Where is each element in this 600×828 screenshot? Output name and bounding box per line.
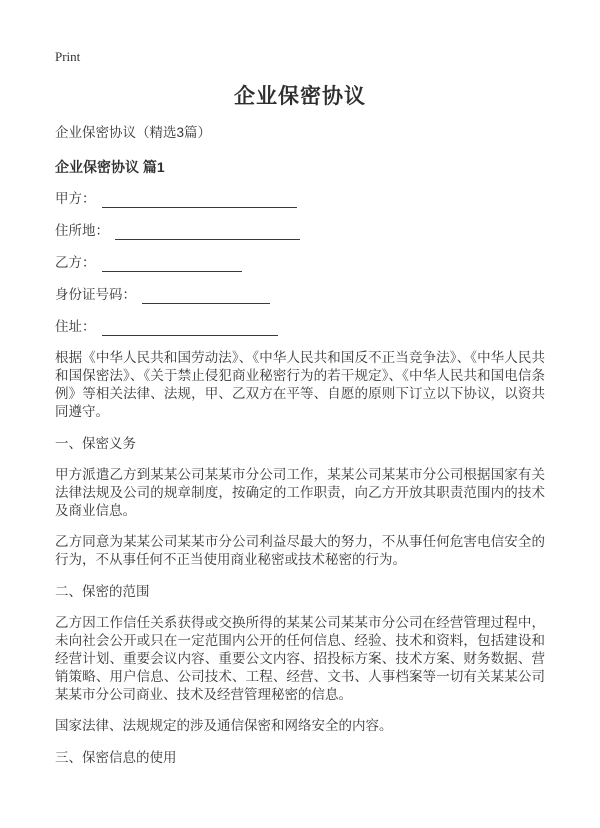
blank-line-residence bbox=[115, 225, 300, 240]
form-field-id-number bbox=[55, 286, 545, 304]
blank-line-id-number bbox=[142, 289, 270, 304]
section-3-heading: 三、保密信息的使用 bbox=[55, 750, 177, 765]
print-link[interactable]: Print bbox=[55, 49, 81, 64]
page-title: 企业保密协议 bbox=[234, 85, 366, 108]
field-label-party-a: 甲方： bbox=[55, 191, 96, 206]
form-field-party-b bbox=[55, 254, 545, 272]
section-1-heading: 一、保密义务 bbox=[55, 436, 136, 451]
field-label-party-b: 乙方： bbox=[55, 255, 96, 270]
paragraph-intro: 根据《中华人民共和国劳动法》、《中华人民共和国反不正当竞争法》、《中华人民共和国保密法》、《关于禁止侵犯商业秘密行为的若干规定》、《中华人民共和国电信条例》等相关法律、法规，甲、乙双方在平等、自愿的原则下订立以下协议，以资共同遵守。 bbox=[55, 350, 545, 419]
section-1-paragraph-2: 乙方同意为某某公司某某市分公司利益尽最大的努力，不从事任何危害电信安全的行为，不从事任何不正当使用商业秘密或技术秘密的行为。 bbox=[55, 534, 545, 567]
field-label-address: 住址： bbox=[55, 319, 96, 334]
form-field-address bbox=[55, 318, 545, 336]
part-1-heading: 企业保密协议 篇1 bbox=[55, 159, 165, 175]
form-field-party-a bbox=[55, 190, 545, 208]
section-2-paragraph-2: 国家法律、法规规定的涉及通信保密和网络安全的内容。 bbox=[55, 718, 393, 733]
blank-line-address bbox=[102, 321, 278, 336]
section-2-paragraph-1: 乙方因工作信任关系获得或交换所得的某某公司某某市分公司在经营管理过程中，未向社会公开或只在一定范围内公开的任何信息、经验、技术和资料，包括建设和经营计划、重要会议内容、重要公文内容、招投标方案、技术方案、财务数据、营销策略、用户信息、公司技术、工程、经营、文书、人事档案等一切有关某某公司某某市分公司商业、技术及经营管理秘密的信息。 bbox=[55, 615, 545, 702]
section-2-heading: 二、保密的范围 bbox=[55, 584, 150, 599]
blank-line-party-a bbox=[102, 193, 297, 208]
field-label-residence: 住所地： bbox=[55, 223, 109, 238]
document-subtitle: 企业保密协议（精选3篇） bbox=[55, 125, 212, 140]
form-field-residence bbox=[55, 222, 545, 240]
section-1-paragraph-1: 甲方派遣乙方到某某公司某某市分公司工作，某某公司某某市分公司根据国家有关法律法规及公司的规章制度，按确定的工作职责，向乙方开放其职责范围内的技术及商业信息。 bbox=[55, 467, 545, 518]
blank-line-party-b bbox=[102, 257, 242, 272]
field-label-id-number: 身份证号码： bbox=[55, 287, 136, 302]
